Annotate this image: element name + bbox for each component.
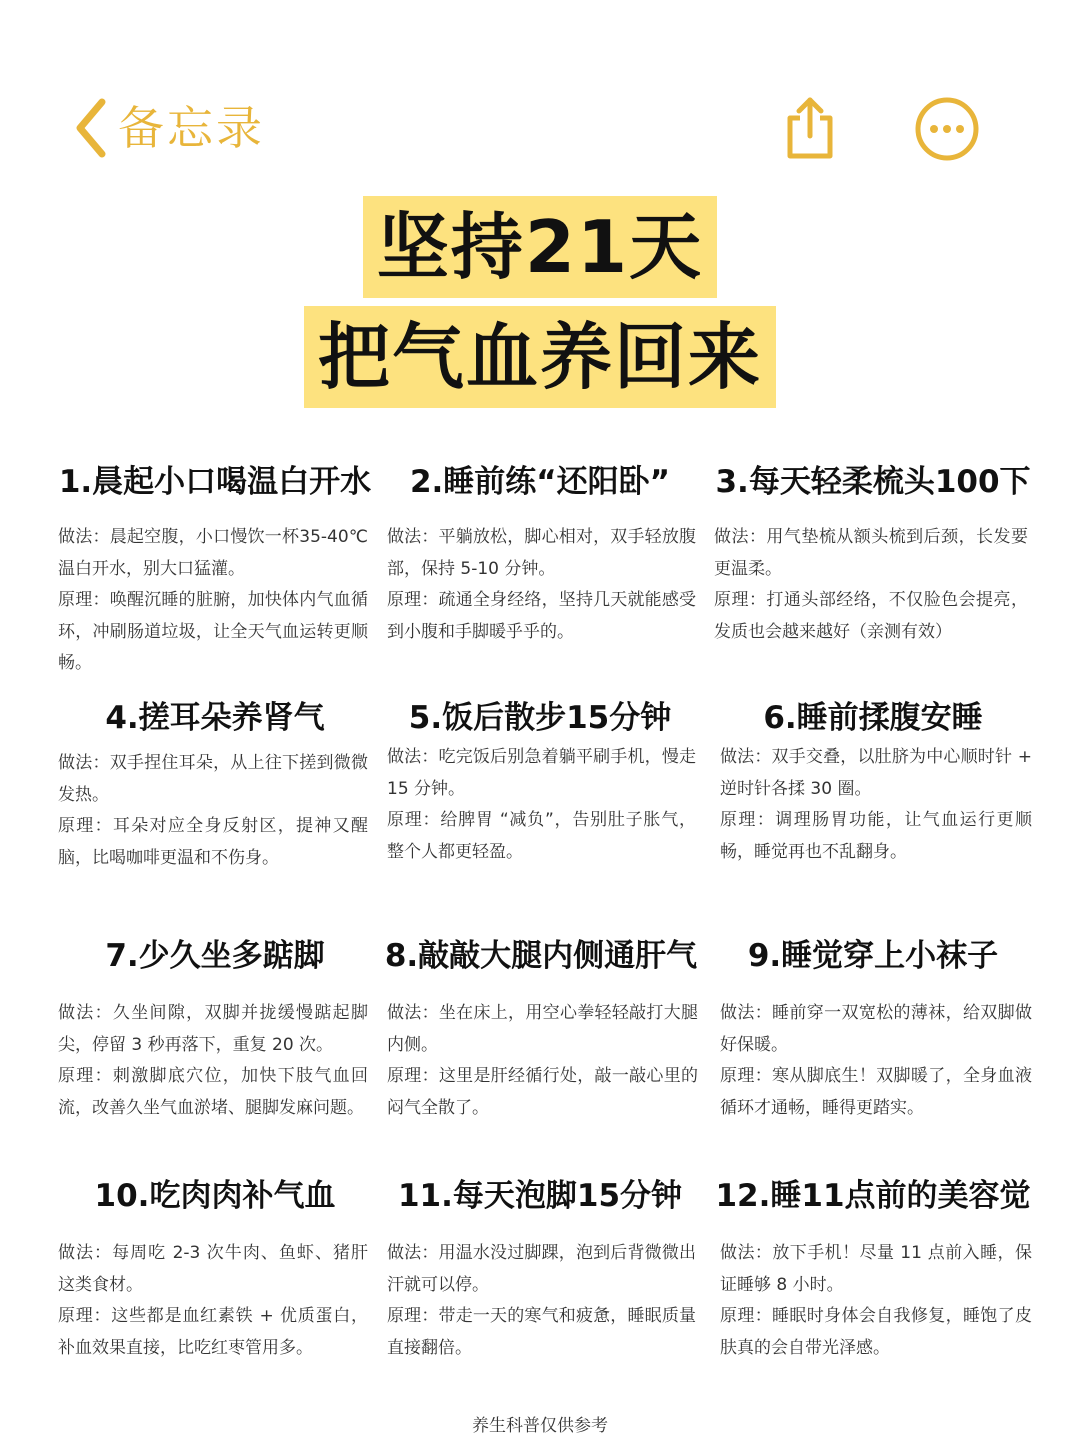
back-label: 备忘录 [118, 101, 265, 155]
tip-method: 做法：吃完饭后别急着躺平刷手机，慢走 15 分钟。 [387, 747, 696, 799]
title-line-1-wrap [0, 196, 1080, 298]
tip-principle: 原理：调理肠胃功能，让气血运行更顺畅，睡觉再也不乱翻身。 [720, 810, 1032, 862]
tip-heading: 8.敲敲大腿内侧通肝气 [384, 938, 698, 974]
tip-heading: 6.睡前揉腹安睡 [763, 700, 983, 736]
tip-principle: 原理：刺激脚底穴位，加快下肢气血回流，改善久坐气血淤堵、腿脚发麻问题。 [58, 1066, 368, 1118]
tip-card [374, 934, 708, 1118]
tip-method: 做法：用温水没过脚踝，泡到后背微微出汗就可以停。 [387, 1243, 696, 1295]
chevron-left-icon [72, 96, 112, 160]
tip-method: 做法：晨起空腹，小口慢饮一杯35-40℃温白开水，别大口猛灌。 [58, 527, 368, 579]
tip-heading: 7.少久坐多踮脚 [105, 938, 325, 974]
tip-card [50, 1174, 380, 1358]
tip-principle: 原理：带走一天的寒气和疲惫，睡眠质量直接翻倍。 [387, 1306, 696, 1358]
share-icon[interactable] [780, 96, 840, 160]
page-title-line-2: 把气血养回来 [304, 306, 776, 408]
tip-card [380, 1174, 700, 1358]
tip-method: 做法：用气垫梳从额头梳到后颈，长发要更温柔。 [714, 527, 1028, 579]
tip-card [50, 696, 380, 868]
tip-heading: 10.吃肉肉补气血 [94, 1178, 336, 1214]
back-button[interactable] [72, 96, 265, 160]
tip-heading: 5.饭后散步15分钟 [408, 700, 672, 736]
tip-card [380, 460, 700, 642]
tip-method: 做法：双手交叠，以肚脐为中心顺时针 + 逆时针各揉 30 圈。 [720, 747, 1032, 799]
tip-method: 做法：平躺放松，脚心相对，双手轻放腹部，保持 5-10 分钟。 [387, 527, 696, 579]
page-title-line-1: 坚持21天 [363, 196, 717, 298]
footer-note: 养生科普仅供参考 [472, 1416, 608, 1436]
tip-card [50, 934, 380, 1118]
tip-method: 做法：每周吃 2-3 次牛肉、鱼虾、猪肝这类食材。 [58, 1243, 368, 1295]
tip-card [380, 696, 700, 862]
tip-heading: 4.搓耳朵养肾气 [105, 700, 325, 736]
tip-card [708, 934, 1038, 1118]
tip-principle: 原理：这些都是血红素铁 + 优质蛋白，补血效果直接，比吃红枣管用多。 [58, 1306, 368, 1358]
title-line-2-wrap [0, 306, 1080, 408]
tip-principle: 原理：耳朵对应全身反射区，提神又醒脑，比喝咖啡更温和不伤身。 [58, 816, 368, 868]
tip-heading: 12.睡11点前的美容觉 [715, 1178, 1031, 1214]
tip-principle: 原理：打通头部经络，不仅脸色会提亮，发质也会越来越好（亲测有效） [714, 590, 1028, 642]
more-icon[interactable] [914, 96, 980, 162]
tip-principle: 原理：给脾胃 “减负”，告别肚子胀气，整个人都更轻盈。 [387, 810, 696, 862]
tip-principle: 原理：这里是肝经循行处，敲一敲心里的闷气全散了。 [387, 1066, 698, 1118]
tip-card [50, 460, 380, 673]
tip-heading: 3.每天轻柔梳头100下 [715, 464, 1031, 500]
tip-heading: 1.晨起小口喝温白开水 [58, 464, 372, 500]
tip-heading: 11.每天泡脚15分钟 [397, 1178, 683, 1214]
tip-heading: 2.睡前练“还阳卧” [409, 464, 671, 500]
tip-card [708, 1174, 1038, 1358]
tip-method: 做法：双手捏住耳朵，从上往下搓到微微发热。 [58, 753, 368, 805]
tip-method: 做法：久坐间隙，双脚并拢缓慢踮起脚尖，停留 3 秒再落下，重复 20 次。 [58, 1003, 368, 1055]
tip-principle: 原理：寒从脚底生！双脚暖了，全身血液循环才通畅，睡得更踏实。 [720, 1066, 1032, 1118]
tip-method: 做法：睡前穿一双宽松的薄袜，给双脚做好保暖。 [720, 1003, 1032, 1055]
tip-card [708, 696, 1038, 862]
tip-method: 做法：放下手机！尽量 11 点前入睡，保证睡够 8 小时。 [720, 1243, 1032, 1295]
tip-principle: 原理：睡眠时身体会自我修复，睡饱了皮肤真的会自带光泽感。 [720, 1306, 1032, 1358]
tip-heading: 9.睡觉穿上小袜子 [747, 938, 999, 974]
tip-principle: 原理：唤醒沉睡的脏腑，加快体内气血循环，冲刷肠道垃圾，让全天气血运转更顺畅。 [58, 590, 368, 673]
tip-method: 做法：坐在床上，用空心拳轻轻敲打大腿内侧。 [387, 1003, 698, 1055]
tip-principle: 原理：疏通全身经络，坚持几天就能感受到小腹和手脚暖乎乎的。 [387, 590, 696, 642]
tip-card [708, 460, 1038, 642]
